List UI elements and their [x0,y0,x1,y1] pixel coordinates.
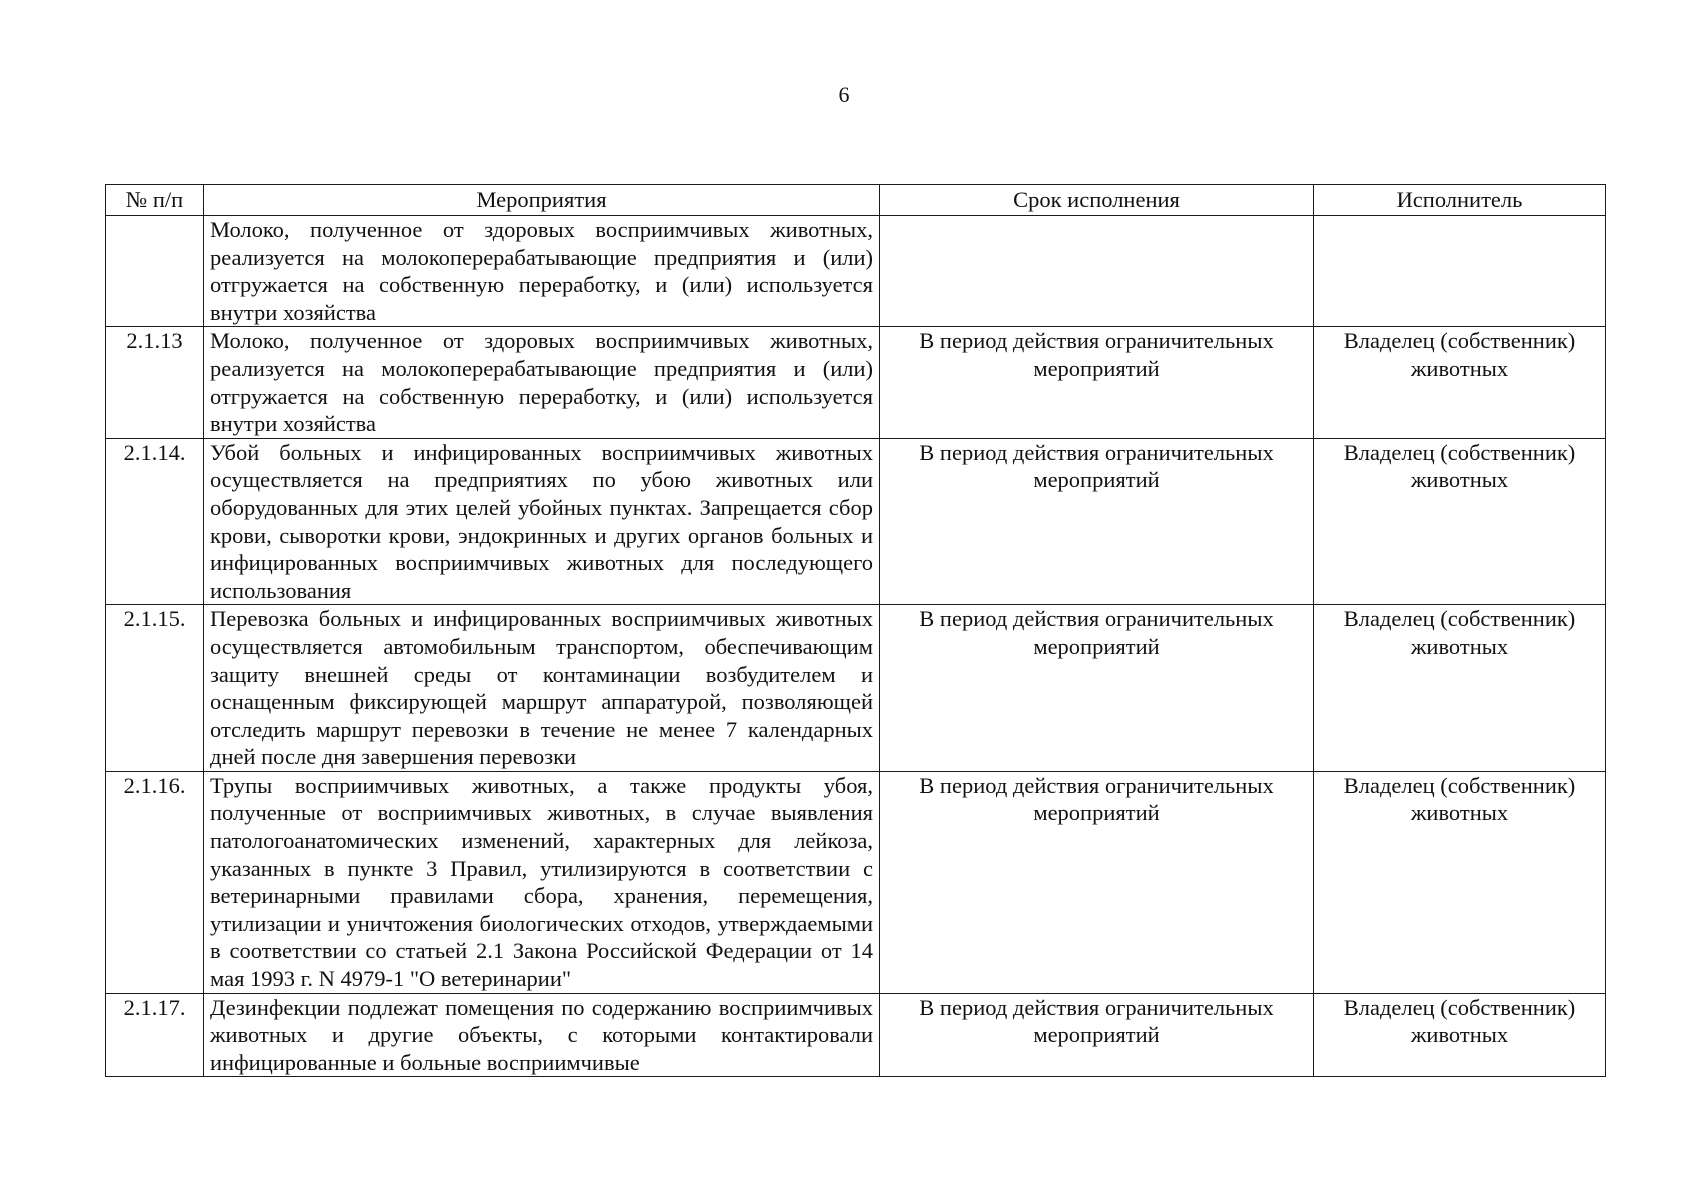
table-row [106,438,1606,605]
measures-table [105,184,1606,1077]
row-activity: Дезинфекции подлежат помещения по содержанию восприимчивых животных и другие объекты, с которыми контактировали инфицированные и больные восприимчивые [204,993,880,1077]
row-executor: Владелец (собственник) животных [1314,605,1606,772]
row-number: 2.1.17. [106,993,204,1077]
row-number: 2.1.16. [106,771,204,993]
table-row [106,216,1606,327]
row-activity: Перевозка больных и инфицированных восприимчивых животных осуществляется автомобильным транспортом, обеспечивающим защиту внешней среды от контаминации возбудителем и оснащенным фиксирующей маршрут аппаратурой, позволяющей отследить маршрут перевозки в течение не менее 7 календарных дней после дня завершения перевозки [204,605,880,772]
table-row [106,771,1606,993]
row-term [880,216,1314,327]
table-row [106,605,1606,772]
header-num: № п/п [106,185,204,216]
page-number: 6 [838,82,850,107]
row-number [106,216,204,327]
row-executor [1314,216,1606,327]
table-header-row [106,185,1606,216]
table-body [106,216,1606,1077]
row-term: В период действия ограничительных мероприятий [880,327,1314,438]
row-executor: Владелец (собственник) животных [1314,438,1606,605]
table-row [106,327,1606,438]
row-activity: Трупы восприимчивых животных, а также продукты убоя, полученные от восприимчивых животных, в случае выявления патологоанатомических изменений, характерных для лейкоза, указанных в пункте 3 Правил, утилизируются в соответствии с ветеринарными правилами сбора, хранения, перемещения, утилизации и уничтожения биологических отходов, утверждаемыми в соответствии со статьей 2.1 Закона Российской Федерации от 14 мая 1993 г. N 4979-1 "О ветеринарии" [204,771,880,993]
row-number: 2.1.14. [106,438,204,605]
row-term: В период действия ограничительных мероприятий [880,438,1314,605]
row-executor: Владелец (собственник) животных [1314,327,1606,438]
row-executor: Владелец (собственник) животных [1314,771,1606,993]
row-activity: Молоко, полученное от здоровых восприимчивых животных, реализуется на молокоперерабатывающие предприятия и (или) отгружается на собственную переработку, и (или) используется внутри хозяйства [204,216,880,327]
table-header [106,185,1606,216]
row-number: 2.1.15. [106,605,204,772]
row-term: В период действия ограничительных мероприятий [880,771,1314,993]
header-activities: Мероприятия [204,185,880,216]
row-activity: Молоко, полученное от здоровых восприимчивых животных, реализуется на молокоперерабатывающие предприятия и (или) отгружается на собственную переработку, и (или) используется внутри хозяйства [204,327,880,438]
header-term: Срок исполнения [880,185,1314,216]
row-activity: Убой больных и инфицированных восприимчивых животных осуществляется на предприятиях по убою животных или оборудованных для этих целей убойных пунктах. Запрещается сбор крови, сыворотки крови, эндокринных и других органов больных и инфицированных восприимчивых животных для последующего использования [204,438,880,605]
header-executor: Исполнитель [1314,185,1606,216]
row-term: В период действия ограничительных мероприятий [880,993,1314,1077]
row-number: 2.1.13 [106,327,204,438]
row-executor: Владелец (собственник) животных [1314,993,1606,1077]
table-row [106,993,1606,1077]
row-term: В период действия ограничительных мероприятий [880,605,1314,772]
